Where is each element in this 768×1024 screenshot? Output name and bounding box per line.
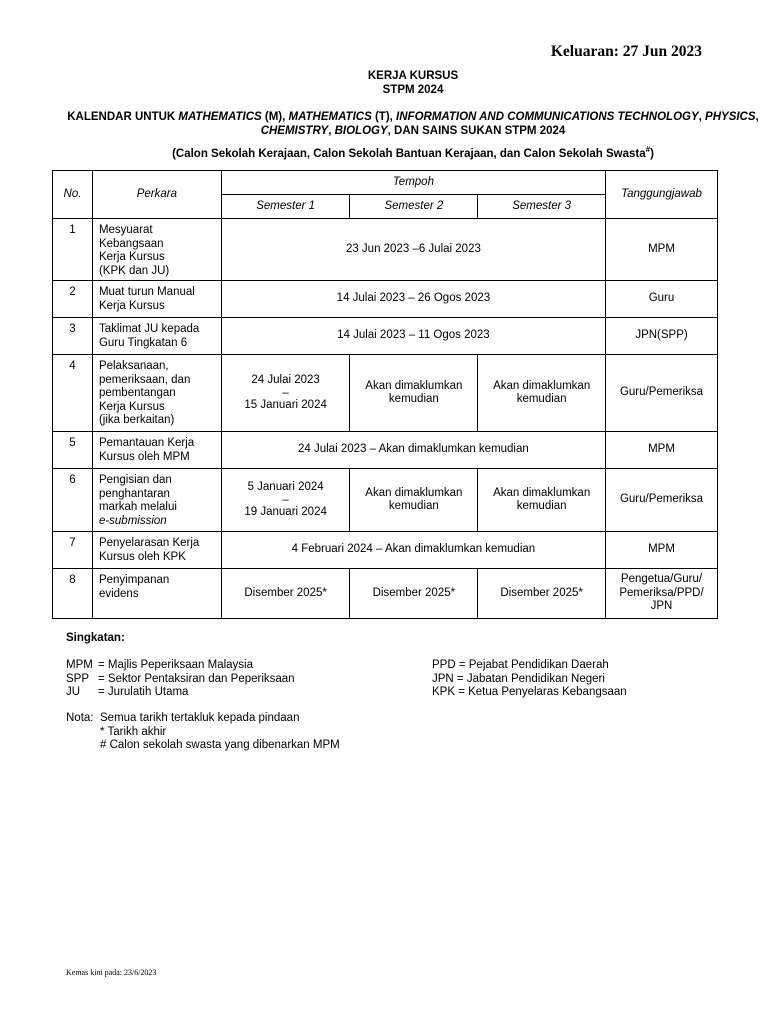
row-item: Penyimpanan evidens [92,569,221,619]
header-sem3: Semester 3 [478,195,606,219]
footer-updated: Kemas kini pada: 23/6/2023 [66,968,157,977]
row-sem3: Disember 2025* [478,569,606,619]
abbreviation-item: SPP = Sektor Pentaksiran dan Peperiksaan [66,672,295,685]
row-responsible: Guru/Pemeriksa [606,469,718,532]
row-responsible: MPM [606,219,718,281]
calendar-table [52,170,718,619]
row-item: Pemantauan Kerja Kursus oleh MPM [92,432,221,469]
row-sem2: Akan dimaklumkan kemudian [350,469,478,532]
row-period: 23 Jun 2023 –6 Julai 2023 [221,219,605,281]
row-item: Muat turun Manual Kerja Kursus [92,281,221,318]
row-item: Mesyuarat Kebangsaan Kerja Kursus (KPK dan JU) [92,219,221,281]
table-row [53,355,718,432]
document-title [52,69,768,97]
row-sem3: Akan dimaklumkan kemudian [478,355,606,432]
abbreviation-item: JPN = Jabatan Pendidikan Negeri [432,672,605,685]
row-number: 5 [53,432,93,469]
title-line-2: STPM 2024 [382,84,444,96]
header-no: No. [53,171,93,219]
abbreviations-right [432,659,627,700]
release-date: Keluaran: 27 Jun 2023 [550,43,702,60]
row-number: 6 [53,469,93,532]
row-sem2: Akan dimaklumkan kemudian [350,355,478,432]
table-row [53,318,718,355]
header-responsible: Tanggungjawab [606,171,718,219]
title-line-1: KERJA KURSUS [367,70,459,82]
table-row [53,469,718,532]
note-line: # Calon sekolah swasta yang dibenarkan MPM [100,739,340,752]
row-item: Taklimat JU kepada Guru Tingkatan 6 [92,318,221,355]
row-item: Pelaksanaan, pemeriksaan, dan pembentangan Kerja Kursus (jika berkaitan) [92,355,221,432]
abbreviation-item: KPK = Ketua Penyelaras Kebangsaan [432,686,627,699]
abbreviation-item: PPD = Pejabat Pendidikan Daerah [432,659,609,671]
abbreviations-title: Singkatan: [66,632,125,644]
row-number: 8 [53,569,93,619]
row-period: 24 Julai 2023 – Akan dimaklumkan kemudian [221,432,605,469]
row-period: 14 Julai 2023 – 26 Ogos 2023 [221,281,605,318]
table-row [53,532,718,569]
table-row [53,219,718,281]
row-number: 1 [53,219,93,281]
row-period: 14 Julai 2023 – 11 Ogos 2023 [221,318,605,355]
table-row [53,569,718,619]
row-sem3: Akan dimaklumkan kemudian [478,469,606,532]
row-number: 7 [53,532,93,569]
abbreviations-left [66,659,295,700]
notes [66,712,340,753]
row-responsible: JPN(SPP) [606,318,718,355]
header-sem2: Semester 2 [350,195,478,219]
abbreviation-item: MPM = Majlis Peperiksaan Malaysia [66,659,253,671]
abbreviation-item: JU = Jurulatih Utama [66,686,189,699]
row-item: Pengisian dan penghantaran markah melalui e-submission [92,469,221,532]
row-sem2: Disember 2025* [350,569,478,619]
header-item: Perkara [92,171,221,219]
row-responsible: MPM [606,432,718,469]
table-row [53,281,718,318]
note-line: Semua tarikh tertakluk kepada pindaan [100,712,300,724]
row-sem1: 24 Julai 2023 – 15 Januari 2024 [221,355,350,432]
row-item: Penyelarasan Kerja Kursus oleh KPK [92,532,221,569]
row-responsible: MPM [606,532,718,569]
row-responsible: Guru [606,281,718,318]
header-sem1: Semester 1 [221,195,350,219]
header-period: Tempoh [221,171,605,195]
row-period: 4 Februari 2024 – Akan dimaklumkan kemudian [221,532,605,569]
row-number: 4 [53,355,93,432]
calendar-title: KALENDAR UNTUK MATHEMATICS (M), MATHEMATICS (T), INFORMATION AND COMMUNICATIONS TECHNOLOGY, PHYSICS, CHEMISTRY, BIOLOGY, DAN SAINS SUKAN STPM 2024 [67,111,759,137]
notes-label: Nota: [66,712,94,724]
row-number: 3 [53,318,93,355]
note-line: * Tarikh akhir [100,725,167,738]
row-responsible: Pengetua/Guru/ Pemeriksa/PPD/ JPN [606,569,718,619]
table-row [53,432,718,469]
candidates-line: (Calon Sekolah Kerajaan, Calon Sekolah Bantuan Kerajaan, dan Calon Sekolah Swasta#) [172,145,654,160]
row-sem1: Disember 2025* [221,569,350,619]
row-number: 2 [53,281,93,318]
row-responsible: Guru/Pemeriksa [606,355,718,432]
row-sem1: 5 Januari 2024 – 19 Januari 2024 [221,469,350,532]
